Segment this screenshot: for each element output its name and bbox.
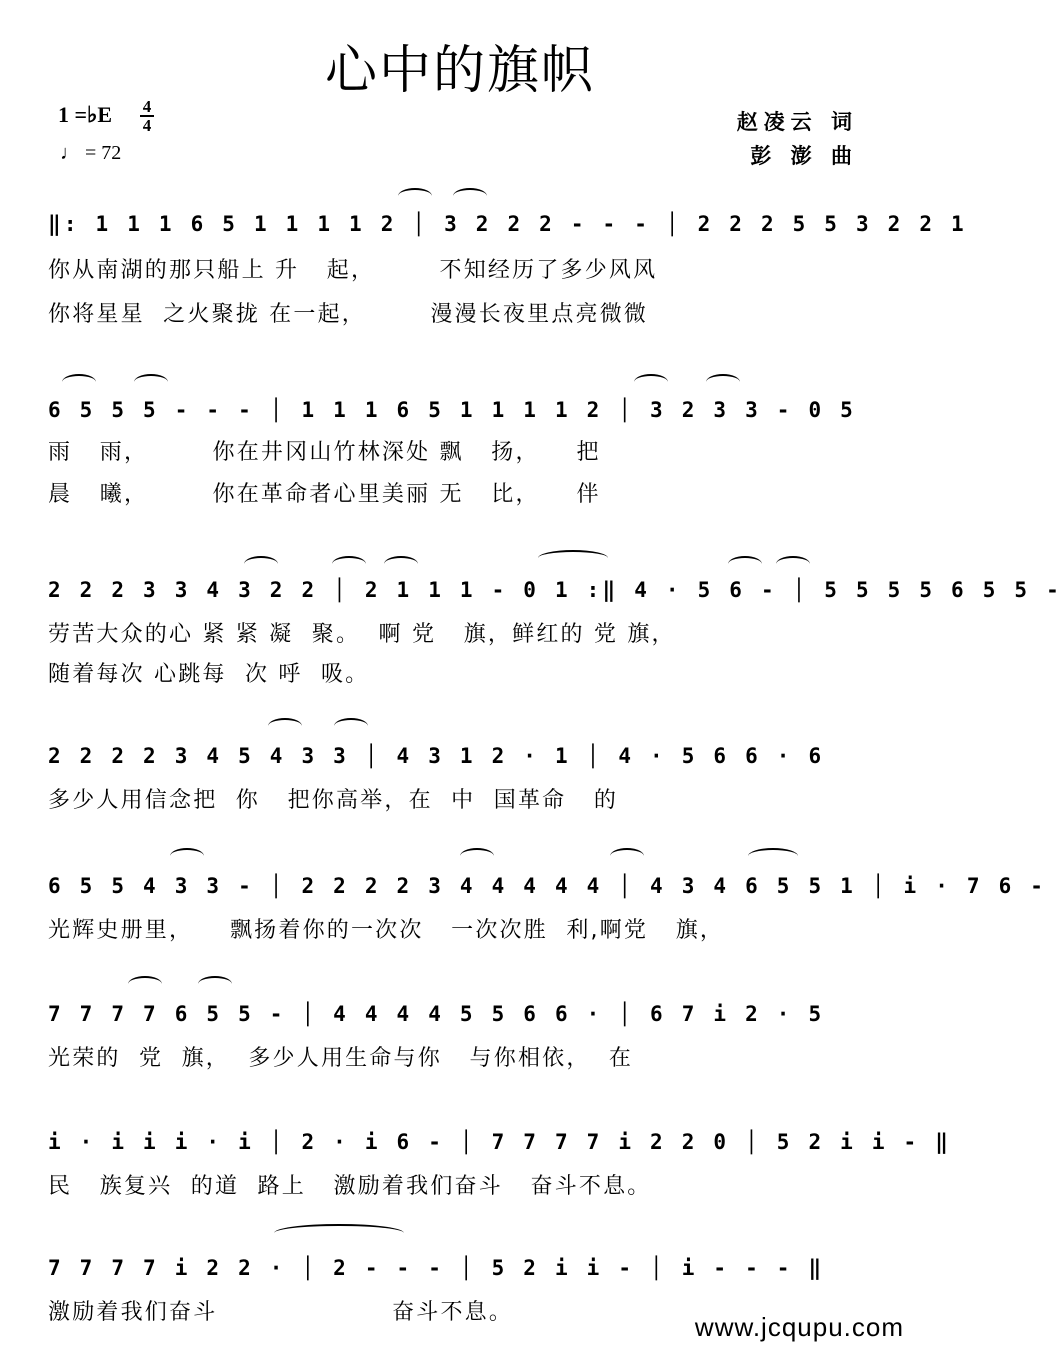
notation-line: i · i i i · i │ 2 · i 6 - │ 7 7 7 7 i 2 2 0 │ 5 2 i i - ‖ [48, 1130, 952, 1154]
lyric-verse-1: 你从南湖的那只船上 升 起， 不知经历了多少风风 [48, 258, 658, 283]
slur [538, 550, 608, 566]
score-line-1 [48, 210, 967, 327]
slur [634, 374, 668, 390]
tempo-marking: ♩ = 72 [60, 142, 122, 164]
time-top: 4 [142, 97, 152, 116]
lyric-verse-1: 多少人用信念把 你 把你高举，在 中 国革命 的 [48, 788, 619, 813]
score-line-8 [48, 1254, 884, 1325]
slur [170, 848, 204, 864]
time-signature [140, 98, 154, 134]
slur [62, 374, 96, 390]
lyric-verse-2: 你将星星 之火聚拢 在一起， 漫漫长夜里点亮微微 [48, 302, 649, 327]
score-line-3 [48, 576, 1062, 687]
slur [453, 188, 487, 204]
slur [198, 976, 232, 992]
slur [134, 374, 168, 390]
lyric-verse-1: 民 族复兴 的道 路上 激励着我们奋斗 奋斗不息。 [48, 1174, 652, 1199]
slur [128, 976, 162, 992]
notation-line: 2 2 2 3 3 4 3 2 2 │ 2 1 1 1 - 0 1 :‖ 4 · 5 6 - │ 5 5 5 5 6 5 5 - [48, 578, 1062, 602]
slur [706, 374, 740, 390]
notation-line: 7 7 7 7 6 5 5 - │ 4 4 4 4 5 5 6 6 · │ 6 7 i 2 · 5 [48, 1002, 825, 1026]
slur [776, 556, 810, 572]
slur [610, 848, 644, 864]
time-bottom: 4 [142, 116, 152, 135]
key-signature: 1 =♭E [58, 102, 113, 127]
notation-line: 6 5 5 5 - - - │ 1 1 1 6 5 1 1 1 1 2 │ 3 2 3 3 - 0 5 [48, 398, 856, 422]
notation-line: 2 2 2 2 3 4 5 4 3 3 │ 4 3 1 2 · 1 │ 4 · 5 6 6 · 6 [48, 744, 825, 768]
score-line-4 [48, 742, 884, 813]
composer-credit: 彭 澎 曲 [750, 144, 858, 168]
score-line-7 [48, 1128, 952, 1199]
lyric-verse-1: 劳苦大众的心 紧 紧 凝 聚。 啊 党 旗，鲜红的 党 旗， [48, 622, 676, 647]
watermark: www.jcqupu.com [694, 1312, 904, 1342]
notation-line: ‖: 1 1 1 6 5 1 1 1 1 2 │ 3 2 2 2 - - - │ 2 2 2 5 5 3 2 2 1 [48, 212, 967, 236]
slur [244, 556, 278, 572]
slur [332, 556, 366, 572]
slur [748, 848, 798, 864]
score-line-6 [48, 1000, 884, 1071]
notation-line: 7 7 7 7 i 2 2 · │ 2 - - - │ 5 2 i i - │ i - - - ‖ [48, 1256, 825, 1280]
slur [384, 556, 418, 572]
lyric-verse-1: 雨 雨， 你在井冈山竹林深处 飘 扬， 把 [48, 440, 601, 465]
slur [334, 718, 368, 734]
lyric-verse-1: 光荣的 党 旗， 多少人用生命与你 与你相依， 在 [48, 1046, 634, 1071]
slur [268, 718, 302, 734]
lyric-verse-2: 随着每次 心跳每 次 呼 吸。 [48, 662, 370, 687]
slur [728, 556, 762, 572]
song-title: 心中的旗帜 [324, 41, 595, 101]
notation-line: 6 5 5 4 3 3 - │ 2 2 2 2 3 4 4 4 4 4 │ 4 3 4 6 5 5 1 │ i · 7 6 - [48, 874, 1047, 898]
lyric-verse-2: 晨 曦， 你在革命者心里美丽 无 比， 伴 [48, 482, 601, 507]
slur [398, 188, 432, 204]
lyric-verse-1: 光辉史册里， 飘扬着你的一次次 一次次胜 利,啊党 旗， [48, 918, 725, 943]
slur [274, 1224, 404, 1242]
score-line-5 [48, 872, 1047, 943]
slur [460, 848, 494, 864]
lyricist-credit: 赵凌云 词 [736, 110, 858, 134]
lyric-verse-1: 激励着我们奋斗 奋斗不息。 [48, 1300, 514, 1325]
score-line-2 [48, 396, 884, 507]
